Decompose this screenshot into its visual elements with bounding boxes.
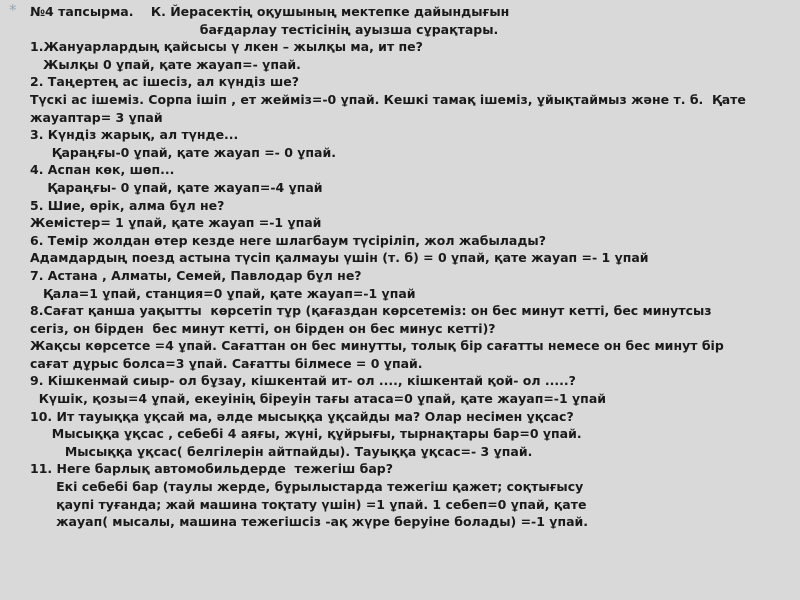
- text-line: Түскі ас ішеміз. Сорпа ішіп , ет жейміз=-0 ұпай. Кешкі тамақ ішеміз, ұйықтаймыз және т. б. Қате: [30, 91, 746, 107]
- text-line: 6. Темір жолдан өтер кезде неге шлагбаум түсіріліп, жол жабылады?: [30, 232, 546, 248]
- text-line: 7. Астана , Алматы, Семей, Павлодар бұл не?: [30, 267, 362, 283]
- text-line: 4. Аспан көк, шөп...: [30, 162, 175, 178]
- text-line: жауаптар= 3 ұпай: [30, 109, 163, 125]
- text-line: 1.Жануарлардың қайсысы ү лкен – жылқы ма, ит пе?: [30, 39, 423, 55]
- text-line: 9. Кішкенмай сиыр- ол бұзау, кішкентай ит- ол ...., кішкентай қой- ол .....?: [30, 373, 576, 389]
- text-line: Қараңғы- 0 ұпай, қате жауап=-4 ұпай: [30, 179, 323, 195]
- text-line: 2. Таңертeң ас ішесіз, ал күндіз ше?: [30, 74, 299, 90]
- document-body: [30, 3, 794, 531]
- text-line: қаупі туғанда; жай машина тоқтату үшін) =1 ұпай. 1 себеп=0 ұпай, қaте: [30, 496, 587, 512]
- text-line: бағдарлау тестісінің ауызша сұрақтары.: [30, 21, 499, 37]
- text-line: 3. Күндіз жарық, ал түнде...: [30, 127, 239, 143]
- text-line: Адамдардың поезд астына түсіп қалмауы үшін (т. б) = 0 ұпай, қате жауап =- 1 ұпай: [30, 250, 649, 266]
- text-line: Жылқы 0 ұпай, қате жауап=- ұпай.: [30, 56, 301, 72]
- text-line: 11. Неге барлық автомобильдерде тежегіш бар?: [30, 461, 393, 477]
- text-line: жауап( мысалы, машина тежегішсіз -ақ жүре беруіне болады) =-1 ұпай.: [30, 514, 589, 530]
- text-line: Қараңғы-0 ұпай, қате жауап =- 0 ұпай.: [30, 144, 336, 160]
- bullet-icon: *: [9, 1, 17, 19]
- text-line: №4 тапсырма. К. Йерасектің оқушының мектепке дайындығын: [30, 4, 510, 19]
- text-line: 8.Сағат қанша уақытты көрсетіп тұр (қaғаздан көрсетеміз: он бес минут кетті, бес минутсыз: [30, 303, 712, 319]
- text-line: Қала=1 ұпай, станция=0 ұпай, қате жауап=-1 ұпай: [30, 285, 416, 301]
- text-line: Мысыққa ұқсас , себебі 4 аяғы, жүні, құйрығы, тырнақтары бар=0 ұпай.: [30, 426, 582, 442]
- text-line: Күшік, қозы=4 ұпай, екеуінің біреуін тағы атаса=0 ұпай, қате жауап=-1 ұпай: [30, 391, 607, 407]
- text-line: Мысыққa ұқсас( белгілерін айтпайды). Тауыққa ұқсас=- 3 ұпай.: [30, 443, 533, 459]
- text-line: 10. Ит тауыққa ұқсай ма, әлде мысыққa ұқсайды ма? Олар несімен ұқсас?: [30, 408, 574, 424]
- text-line: сағат дұрыс болса=3 ұпай. Сағатты білмесе = 0 ұпай.: [30, 355, 423, 371]
- text-line: сегіз, он бірден бес минут кетті, он бірден он бес минус кетті)?: [30, 320, 496, 336]
- text-line: Жақсы көрсетсе =4 ұпай. Сағаттан он бес минутты, толық бір сағатты немесе он бес минут бір: [30, 338, 724, 354]
- text-line: Жемістер= 1 ұпай, қате жауап =-1 ұпай: [30, 215, 322, 231]
- text-line: 5. Шие, өрік, алма бұл не?: [30, 197, 225, 213]
- text-line: Екі себебі бар (таулы жерде, бұрылыстарда тежегіш қaжет; соқтығысу: [30, 479, 584, 495]
